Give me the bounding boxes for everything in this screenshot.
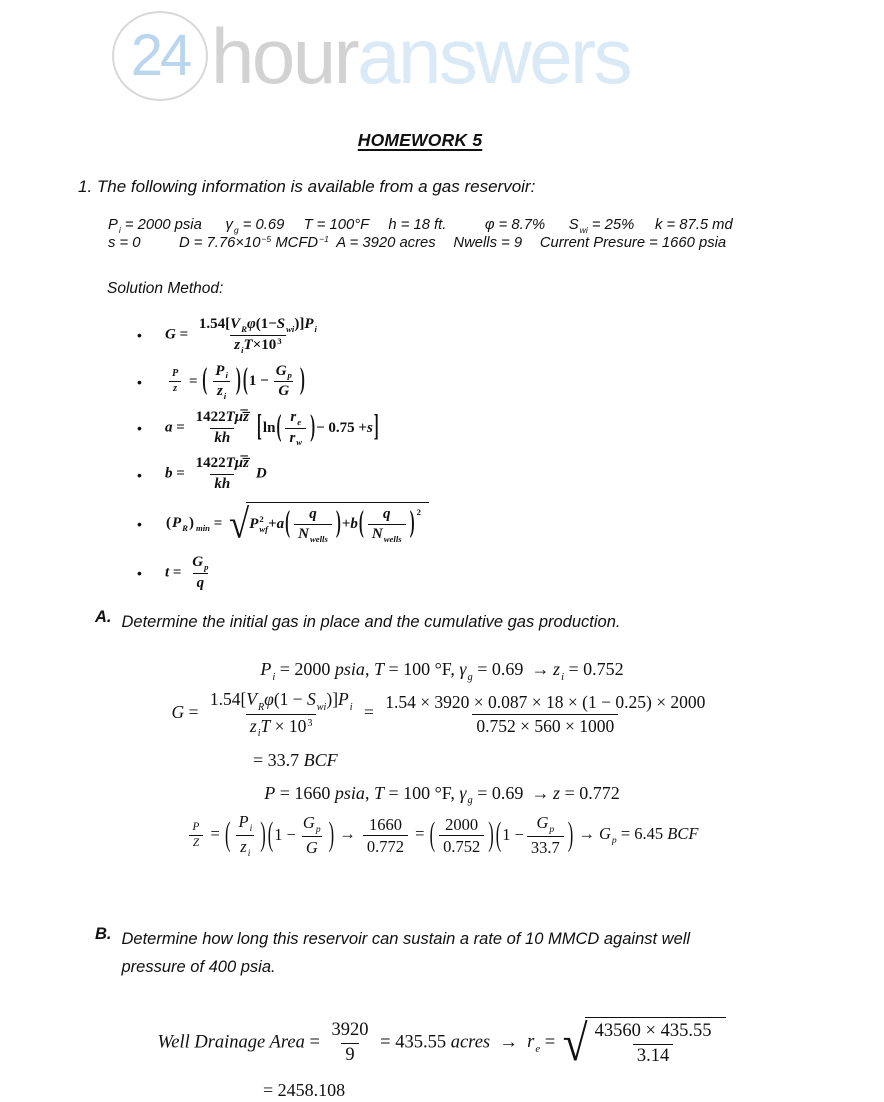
- given-params-line2: s = 0 $D = 7.76\times 10^{-5}$ $MCFD^{-1}$ A = 3920 acres Nwells = 9 Current Presure = 1660 psia: [108, 234, 727, 252]
- logo-word-answers: answers: [357, 12, 631, 100]
- eq-gas-in-place: G = $1.54[V_R\varphi(1 - S_{wi})]P_i$ $z_iT \times 10^3$ = $\frac{1.54 \times 3920 \times 0.087 \times 18 \times (1 - 0.25) \times 2000}{0.752 \times 560 \times 1000}$: [171, 689, 706, 739]
- solution-method-label: Solution Method:: [107, 279, 224, 297]
- formula-production-time: • t = $\frac{G_p}{q}$: [137, 554, 209, 591]
- given-data: [108, 216, 884, 253]
- bullet-icon: •: [137, 420, 142, 437]
- formula-min-reservoir-pressure: • ( $P_R$ ) $_{min}$ = √ P 2 wf + a ( q $N_{wells}$ ) + b ( q $N_{wells}$ ) $^2$: [137, 502, 884, 546]
- logo-badge-text: 24: [130, 23, 190, 88]
- part-a-text: Determine the initial gas in place and the cumulative gas production.: [121, 613, 621, 632]
- part-b-label: B.: [95, 924, 112, 943]
- eq-gas-in-place-result: = 33.7 BCF: [253, 750, 338, 771]
- part-a-heading: [95, 608, 884, 636]
- formula-pz-relation: • $\frac{P}{z}$ = ( $P_i$ $z_i$ ) ( 1 − $\frac{G_p}{G}$ ): [137, 362, 305, 401]
- problem-statement: 1. The following information is available from a gas reservoir:: [78, 177, 536, 196]
- page-title: HOMEWORK 5: [357, 130, 483, 150]
- eq-well-drainage-area: Well Drainage Area = $\frac{3920}{9}$ = 435.55 acres → $r_e$ = √ 43560 × 435.55 3.14: [0, 1017, 884, 1070]
- formula-b-coefficient: • b = $\frac{1422T\mu̅z̅}{kh}$ D: [137, 455, 267, 492]
- eq-initial-conditions: $P_i = 2000$ psia, T = 100 °F, $\gamma_g = 0.69 \to z_i = 0.752$: [260, 659, 624, 683]
- logo-24-badge: [112, 11, 208, 101]
- bullet-icon: •: [137, 327, 142, 344]
- solution-formula-list: [137, 316, 884, 592]
- bullet-icon: •: [137, 515, 142, 532]
- part-b-text: Determine how long this reservoir can sustain a rate of 10 MMCD against well pressure of 400 psia.: [121, 929, 691, 976]
- logo: [0, 0, 884, 102]
- eq-drainage-radius-result: = 2458.108: [263, 1080, 346, 1101]
- formula-gas-in-place: • G = $1.54[V_R\varphi(1-S_{wi})]P_i$ $z_iT\times 10^3$: [137, 315, 317, 355]
- formula-a-coefficient: • a = $\frac{1422T\mu̅z̅}{kh}$ [ ln ( $r_e$ $r_w$ ) − 0.75 + s ]: [137, 408, 379, 448]
- bullet-icon: •: [137, 466, 142, 483]
- bullet-icon: •: [137, 373, 142, 390]
- logo-word-hour: hour: [211, 12, 358, 100]
- eq-cumulative-production: $\frac{P}{Z}$ = ( $P_i$ $z_i$ ) ( 1 − $\frac{G_p}{G}$ ) → $\frac{1660}{0.772}$ = ( 2000 0.752 ) ( 1 − $\frac{G_p}{33.7}$ ) → $G_p = 6.45$ BCF: [0, 812, 884, 858]
- eq-current-conditions: P = 1660 psia, T = 100 °F, $\gamma_g = 0.69 \to z = 0.772$: [264, 782, 620, 806]
- part-b-heading: [95, 925, 884, 981]
- part-a-label: A.: [95, 608, 112, 627]
- bullet-icon: •: [137, 565, 142, 582]
- given-params-line1: $P_i = 2000$ psia $\gamma_g = 0.69$ T = 100°F h = 18 ft. φ = 8.7% $S_{wi} = 25\%$ k = 87.5 md: [108, 217, 733, 235]
